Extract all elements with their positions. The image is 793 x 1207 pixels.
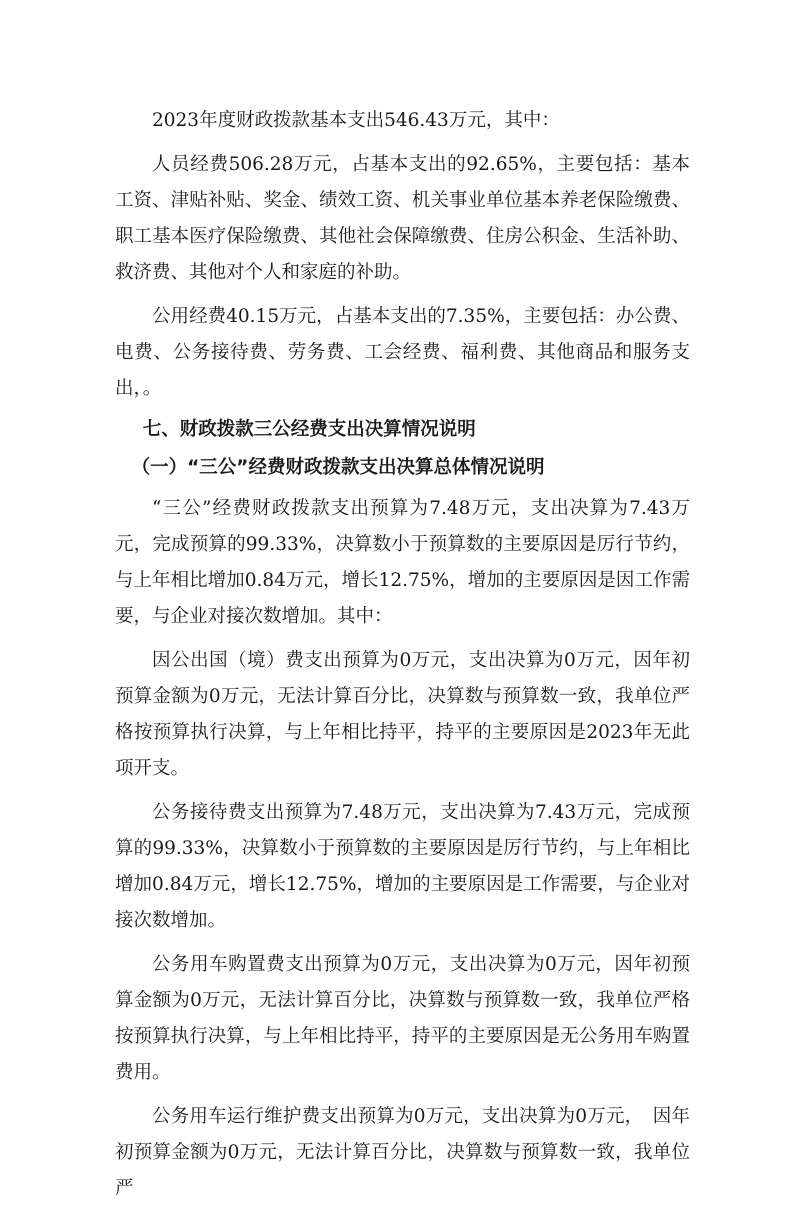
- paragraph-vehicle-purchase: 公务用车购置费支出预算为0万元，支出决算为0万元，因年初预算金额为0万元，无法计算百分比，决算数与预算数一致，我单位严格按预算执行决算，与上年相比持平，持平的主要原因是无公务用车购置费用。: [115, 954, 690, 1083]
- paragraph-basic-expenditure: 2023年度财政拨款基本支出546.43万元，其中：: [152, 110, 560, 131]
- paragraph-overseas-travel: 因公出国（境）费支出预算为0万元，支出决算为0万元，因年初预算金额为0万元，无法计算百分比，决算数与预算数一致，我单位严格按预算执行决算，与上年相比持平，持平的主要原因是2023年无此项开支。: [115, 650, 690, 779]
- subsection-heading: （一）“三公”经费财政拨款支出决算总体情况说明: [131, 457, 545, 478]
- paragraph-official-reception: 公务接待费支出预算为7.48万元，支出决算为7.43万元，完成预算的99.33%，决算数小于预算数的主要原因是厉行节约，与上年相比增加0.84万元，增长12.75%，增加的主要原因是工作需要，与企业对接次数增加。: [115, 802, 690, 931]
- section-heading: 七、财政拨款三公经费支出决算情况说明: [142, 419, 476, 440]
- document-body: [115, 103, 690, 1207]
- paragraph-vehicle-operation: 公务用车运行维护费支出预算为0万元，支出决算为0万元， 因年初预算金额为0万元，无法计算百分比，决算数与预算数一致，我单位严: [115, 1106, 690, 1199]
- paragraph-public-expenses: 公用经费40.15万元，占基本支出的7.35%，主要包括：办公费、电费、公务接待费、劳务费、工会经费、福利费、其他商品和服务支出，。: [115, 306, 690, 399]
- paragraph-personnel-expenses: 人员经费506.28万元，占基本支出的92.65%，主要包括：基本工资、津贴补贴、奖金、绩效工资、机关事业单位基本养老保险缴费、职工基本医疗保险缴费、其他社会保障缴费、住房公积金、生活补助、救济费、其他对个人和家庭的补助。: [115, 154, 690, 283]
- paragraph-three-public-overview: “三公”经费财政拨款支出预算为7.48万元，支出决算为7.43万元，完成预算的99.33%，决算数小于预算数的主要原因是厉行节约，与上年相比增加0.84万元，增长12.75%，增加的主要原因是因工作需要，与企业对接次数增加。其中：: [115, 498, 690, 627]
